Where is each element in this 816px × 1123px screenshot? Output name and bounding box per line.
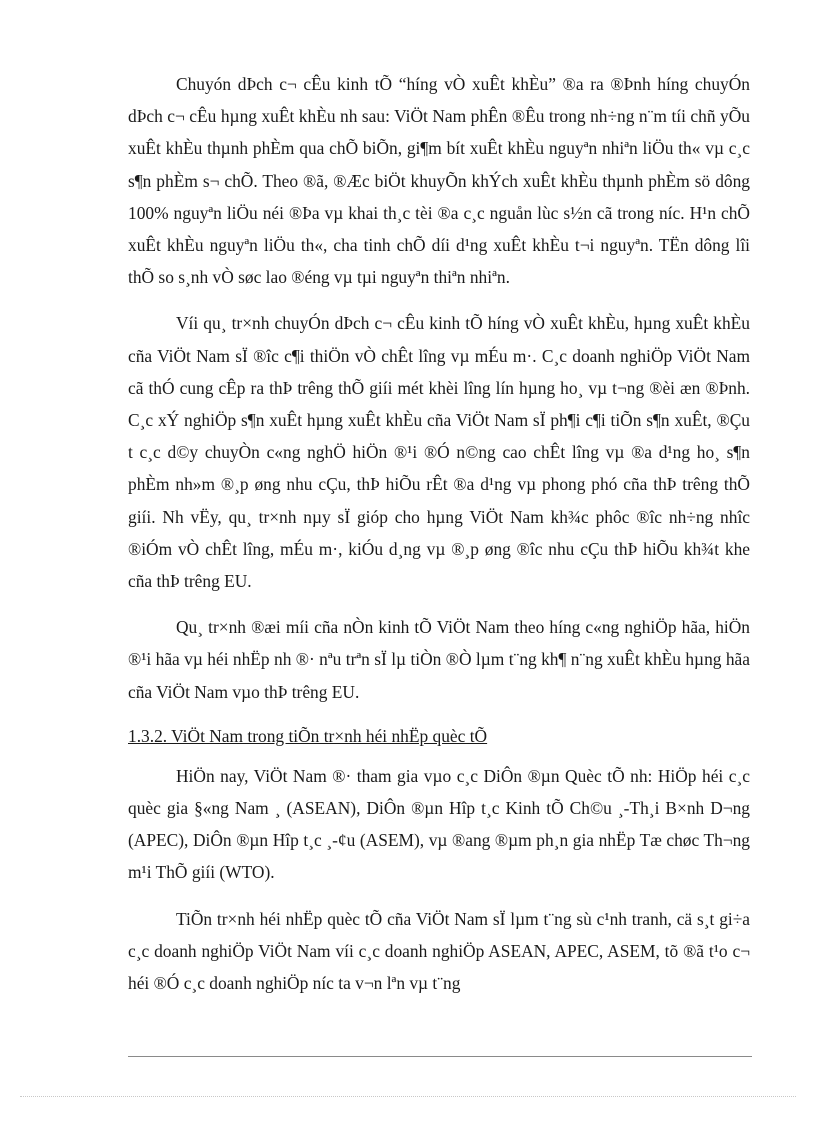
footer-rule	[128, 1056, 752, 1057]
paragraph-integration-competition: TiÕn tr×nh héi nhËp quèc tÕ cña ViÖt Nam sÏ lµm t¨ng sù c¹nh tranh, cä s¸t gi÷a c¸c doanh nghiÖp ViÖt Nam víi c¸c doanh nghiÖp ASEAN, APEC, ASEM, tõ ®ã t¹o c¬ héi ®Ó c¸c doanh nghiÖp níc ta v¬n lªn vµ t¨ng	[128, 908, 750, 994]
page-break-line	[20, 1096, 796, 1097]
paragraph-renovation: Qu¸ tr×nh ®æi míi cña nÒn kinh tÕ ViÖt Nam theo híng c«ng nghiÖp hãa, hiÖn ®¹i hãa vµ héi nhËp nh ®· nªu trªn sÏ lµ tiÒn ®Ò lµm t¨ng kh¶ n¨ng xuÊt khÈu hµng hãa cña ViÖt Nam vµo thÞ trêng EU.	[128, 617, 750, 702]
paragraph-export-restructuring: Chuyón dÞch c¬ cÊu kinh tÕ “híng vÒ xuÊt khÈu” ®a ra ®Þnh híng chuyÓn dÞch c¬ cÊu hµng xuÊt khÈu nh sau: ViÖt Nam phÊn ®Êu trong nh÷ng n¨m tíi chñ yÕu xuÊt khÈu thµnh phÈm qua chÕ biÕn, gi¶m bít xuÊt khÈu nguyªn nhiªn liÖu th« vµ c¸c s¶n phÈm s¬ chÕ. Theo ®ã, ®Æc biÖt khuyÕn khÝch xuÊt khÈu thµnh phÈm sö dông 100% nguyªn liÖu néi ®Þa vµ khai th¸c tèi ®a c¸c nguån lùc s½n cã trong níc. H¹n chÕ xuÊt khÈu nguyªn liÖu th«, cha tinh chÕ díi d¹ng xuÊt khÈu t¬i nguyªn. TËn dông lîi thÕ so s¸nh vÒ søc lao ®éng vµ tµi nguyªn thiªn nhiªn.	[128, 74, 750, 288]
page-body	[128, 68, 750, 1013]
section-heading: 1.3.2. ViÖt Nam trong tiÕn tr×nh héi nhËp quèc tÕ	[128, 725, 488, 746]
paragraph-international-forums: HiÖn nay, ViÖt Nam ®· tham gia vµo c¸c DiÔn ®µn Quèc tÕ nh: HiÖp héi c¸c quèc gia §«ng Nam ¸ (ASEAN), DiÔn ®µn Hîp t¸c Kinh tÕ Ch©u ¸-Th¸i B×nh D¬ng (APEC), DiÔn ®µn Hîp t¸c ¸-¢u (ASEM), vµ ®ang ®µm ph¸n gia nhËp Tæ chøc Th¬ng m¹i ThÕ giíi (WTO).	[128, 765, 750, 883]
paragraph-export-quality: Víi qu¸ tr×nh chuyÓn dÞch c¬ cÊu kinh tÕ híng vÒ xuÊt khÈu, hµng xuÊt khÈu cña ViÖt Nam sÏ ®îc c¶i thiÖn vÒ chÊt lîng vµ mÉu m·. C¸c doanh nghiÖp ViÖt Nam cã thÓ cung cÊp ra thÞ trêng thÕ giíi mét khèi lîng lín hµng ho¸ vµ t¬ng ®èi æn ®Þnh. C¸c xÝ nghiÖp s¶n xuÊt hµng xuÊt khÈu cña ViÖt Nam sÏ ph¶i c¶i tiÕn s¶n xuÊt, ®Çu t c¸c d©y chuyÒn c«ng nghÖ hiÖn ®¹i ®Ó n©ng cao chÊt lîng vµ ®a d¹ng ho¸ s¶n phÈm nh»m ®¸p øng nhu cÇu, thÞ hiÕu rÊt ®a d¹ng vµ phong phó cña thÞ trêng thÕ giíi. Nh vËy, qu¸ tr×nh nµy sÏ gióp cho hµng ViÖt Nam kh¾c phôc ®îc nh÷ng nhîc ®iÓm vÒ chÊt lîng, mÉu m·, kiÓu d¸ng vµ ®¸p øng ®îc nhu cÇu thÞ hiÕu kh¾t khe cña thÞ trêng EU.	[128, 313, 750, 592]
